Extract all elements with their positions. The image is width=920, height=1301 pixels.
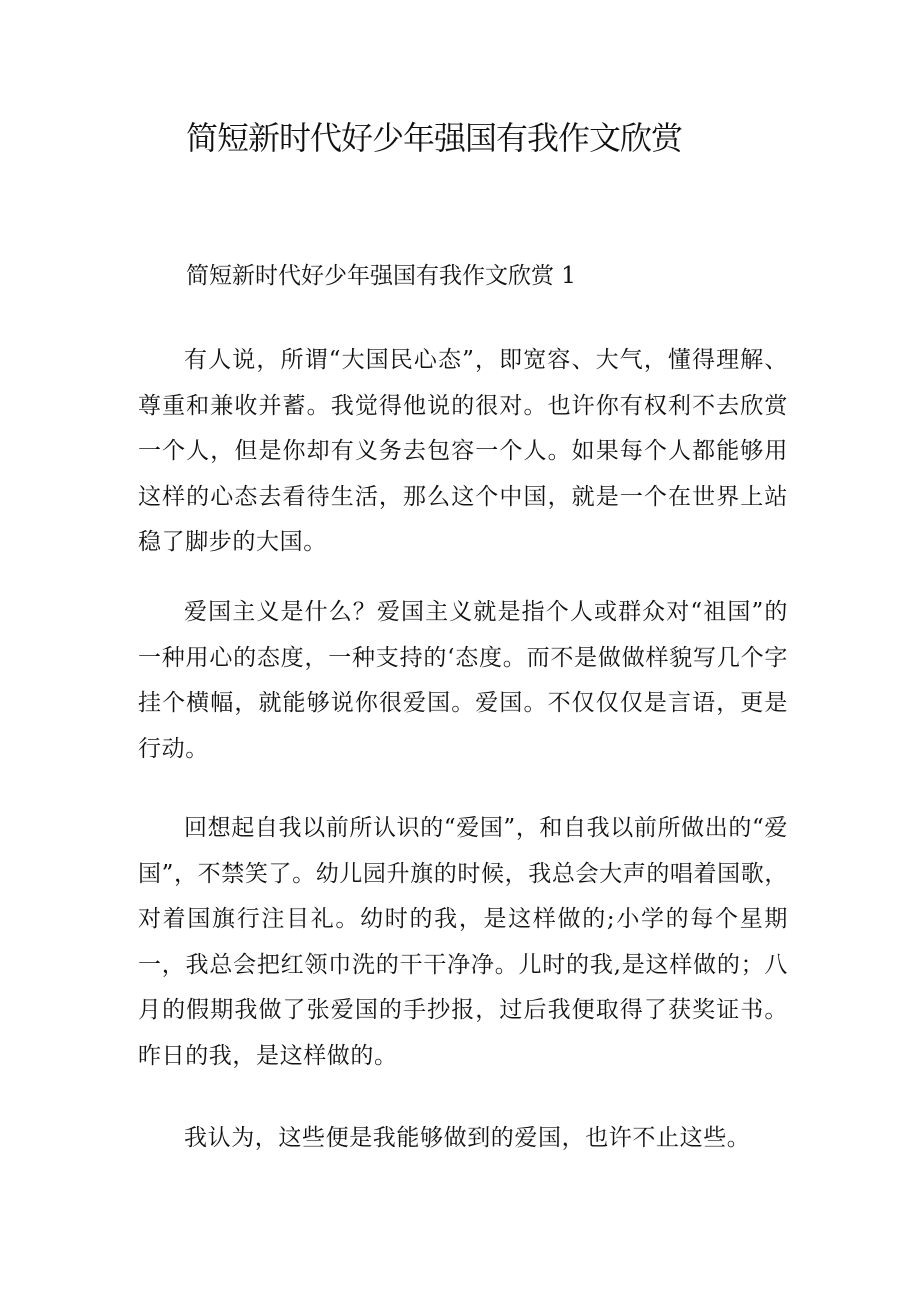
essay-subtitle: 简短新时代好少年强国有我作文欣赏 1: [186, 263, 576, 289]
paragraph-4: 我认为，这些便是我能够做到的爱国，也许不止这些。: [184, 1125, 751, 1151]
paragraph-3: 回想起自我以前所认识的“爱国”，和自我以前所做出的“爱国”，不禁笑了。幼儿园升旗的时候，我总会大声的唱着国歌，对着国旗行注目礼。幼时的我，是这样做的;小学的每个星期一，我总会把红领巾洗的干干净净。儿时的我,是这样做的；八月的假期我做了张爱国的手抄报，过后我便取得了获奖证书。昨日的我，是这样做的。: [138, 815, 788, 1069]
document-title: 简短新时代好少年强国有我作文欣赏: [186, 119, 683, 157]
paragraph-2: 爱国主义是什么？爱国主义就是指个人或群众对“祖国”的一种用心的态度，一种支持的‘态度。而不是做做样貌写几个字挂个横幅，就能够说你很爱国。爱国。不仅仅仅是言语，更是行动。: [138, 599, 788, 762]
paragraph-1: 有人说，所谓“大国民心态”，即宽容、大气，懂得理解、尊重和兼收并蓄。我觉得他说的很对。也许你有权利不去欣赏一个人，但是你却有义务去包容一个人。如果每个人都能够用这样的心态去看待生活，那么这个中国，就是一个在世界上站稳了脚步的大国。: [138, 347, 788, 555]
